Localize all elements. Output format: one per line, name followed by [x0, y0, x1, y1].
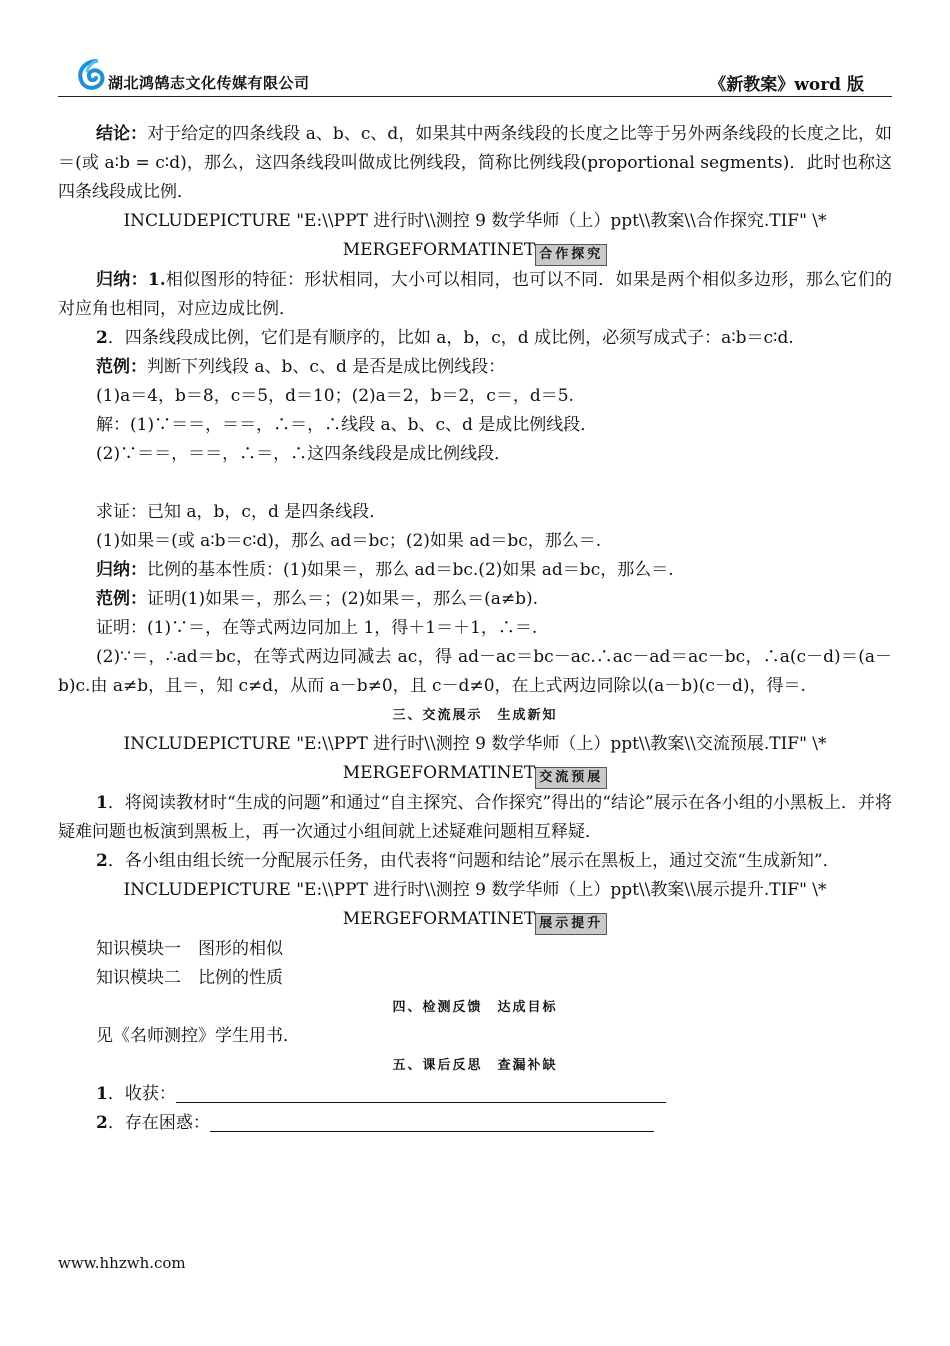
- include-field-1: INCLUDEPICTURE "E:\\PPT 进行时\\测控 9 数学华师（上）ppt\\教案\\合作探究.TIF" \*: [123, 211, 827, 231]
- doubts-blank-line: [210, 1113, 654, 1132]
- include-field-3: INCLUDEPICTURE "E:\\PPT 进行时\\测控 9 数学华师（上）ppt\\教案\\展示提升.TIF" \*: [123, 880, 827, 900]
- reflection-gains: 1．收获：: [58, 1080, 892, 1109]
- reflection-doubts: 2．存在困惑：: [58, 1109, 892, 1138]
- section-heading-5: 五、课后反思 查漏补缺: [392, 1058, 558, 1073]
- proof-line-2: (2)∵＝，∴ad＝bc，在等式两边同减去 ac，得 ad－ac＝bc－ac.∴ac－ad＝ac－bc，∴a(c－d)＝(a－b)c.由 a≠b，且＝，知 c≠d，从而 a－b≠0，且 c－d≠0，在上式两边同除以(a－b)(c－d)，得＝.: [58, 647, 892, 696]
- proof-question: (1)如果＝(或 a∶b＝c∶d)，那么 ad＝bc；(2)如果 ad＝bc，那么＝.: [96, 531, 602, 551]
- cooperative-explore-tag: 合作探究: [535, 244, 607, 266]
- exchange-preview-tag: 交流预展: [535, 767, 607, 789]
- knowledge-module-1: 知识模块一 图形的相似: [96, 939, 283, 959]
- step-1: 1．将阅读教材时“生成的问题”和通过“自主探究、合作探究”得出的“结论”展示在各小组的小黑板上．并将疑难问题也板演到黑板上，再一次通过小组间就上述疑难问题相互释疑．: [58, 793, 892, 842]
- proof-line-1: 证明：(1)∵＝，在等式两边同加上 1，得＋1＝＋1，∴＝.: [96, 618, 538, 638]
- see-book-note: 见《名师测控》学生用书．: [96, 1026, 300, 1046]
- blank-line: [58, 469, 892, 498]
- knowledge-module-2: 知识模块二 比例的性质: [96, 968, 283, 988]
- footer-url: www.hhzwh.com: [58, 1254, 186, 1272]
- include-field-2-line2: MERGEFORMATINET 交流预展: [58, 759, 892, 789]
- include-field-1-line2: MERGEFORMATINET 合作探究: [58, 236, 892, 266]
- document-type: 《新教案》word 版: [709, 75, 864, 95]
- solution-line-2: (2)∵＝＝，＝＝，∴＝，∴这四条线段是成比例线段．: [96, 444, 512, 464]
- display-improve-tag: 展示提升: [535, 913, 607, 935]
- example-paragraph-1: 范例：判断下列线段 a、b、c、d 是否是成比例线段：: [96, 357, 506, 377]
- company-logo-icon: [74, 58, 108, 92]
- include-field-3-line2: MERGEFORMATINET 展示提升: [58, 905, 892, 935]
- document-body: [58, 120, 892, 1138]
- step-2: 2．各小组由组长统一分配展示任务，由代表将“问题和结论”展示在黑板上，通过交流“生成新知”．: [96, 851, 840, 871]
- page-header: [58, 56, 892, 97]
- gains-blank-line: [176, 1084, 666, 1103]
- conclusion-paragraph: 结论：对于给定的四条线段 a、b、c、d，如果其中两条线段的长度之比等于另外两条线段的长度之比，如＝(或 a∶b = c∶d)，那么，这四条线段叫做成比例线段，简称比例线段(proportional segments)．此时也称这四条线段成比例．: [58, 124, 892, 202]
- include-field-2: INCLUDEPICTURE "E:\\PPT 进行时\\测控 9 数学华师（上）ppt\\教案\\交流预展.TIF" \*: [123, 734, 827, 754]
- summary-paragraph-1: 归纳：1.相似图形的特征：形状相同，大小可以相同，也可以不同．如果是两个相似多边形，那么它们的对应角也相同，对应边成比例．: [58, 270, 893, 319]
- example-paragraph-2: 范例：证明(1)如果＝，那么＝；(2)如果＝，那么＝(a≠b).: [96, 589, 539, 609]
- company-name: 湖北鸿鹄志文化传媒有限公司: [108, 74, 310, 92]
- example-question-1: (1)a＝4，b＝8，c＝5，d＝10；(2)a＝2，b＝2，c＝，d＝5.: [96, 386, 574, 406]
- section-heading-4: 四、检测反馈 达成目标: [392, 1000, 558, 1015]
- summary-item-2: 2．四条线段成比例，它们是有顺序的，比如 a，b，c，d 成比例，必须写成式子：a∶b＝c∶d.: [96, 328, 794, 348]
- solution-line-1: 解：(1)∵＝＝，＝＝，∴＝，∴线段 a、b、c、d 是成比例线段．: [96, 415, 598, 435]
- summary-paragraph-2: 归纳：比例的基本性质：(1)如果＝，那么 ad＝bc.(2)如果 ad＝bc，那么＝.: [96, 560, 674, 580]
- section-heading-3: 三、交流展示 生成新知: [392, 708, 558, 723]
- proof-intro: 求证：已知 a，b，c，d 是四条线段．: [96, 502, 387, 522]
